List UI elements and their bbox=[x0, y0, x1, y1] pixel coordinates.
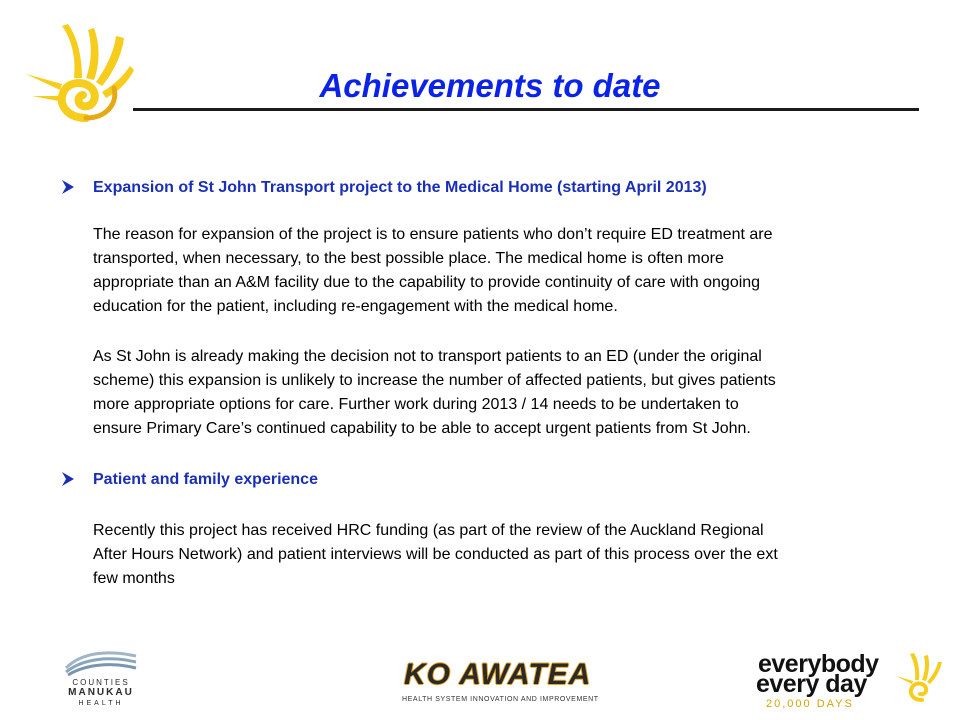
arrow-bullet-icon bbox=[61, 179, 75, 195]
hand-spiral-small-icon bbox=[896, 652, 944, 702]
ko-awatea-logo bbox=[400, 658, 599, 706]
paragraph-expansion-scheme bbox=[93, 345, 913, 441]
paragraph-line: few months bbox=[93, 570, 175, 587]
bullet-item-expansion bbox=[61, 177, 901, 199]
bullet-heading: Expansion of St John Transport project to the Medical Home (starting April 2013) bbox=[93, 179, 707, 196]
everybody-every-day-logo bbox=[756, 650, 946, 714]
paragraph-line: appropriate than an A&M facility due to the capability to provide continuity of care with ongoing bbox=[93, 274, 761, 291]
wave-logo-icon bbox=[64, 648, 138, 676]
paragraph-hrc-funding bbox=[93, 519, 913, 591]
logo-text: everybody bbox=[758, 650, 879, 678]
paragraph-expansion-reason bbox=[93, 223, 913, 319]
ko-awatea-wordmark: KO AWATEA bbox=[404, 658, 592, 691]
ko-awatea-tagline: HEALTH SYSTEM INNOVATION AND IMPROVEMENT bbox=[402, 696, 599, 703]
page-title: Achievements to date bbox=[319, 67, 661, 104]
paragraph-line: The reason for expansion of the project is to ensure patients who don’t require ED treatment are bbox=[93, 226, 773, 243]
paragraph-line: As St John is already making the decision not to transport patients to an ED (under the original bbox=[93, 348, 762, 365]
paragraph-line: Recently this project has received HRC funding (as part of the review of the Auckland Regional bbox=[93, 522, 764, 539]
counties-manukau-logo bbox=[56, 648, 146, 710]
logo-text: COUNTIES bbox=[72, 678, 130, 687]
logo-text: 20,000 DAYS bbox=[766, 698, 854, 710]
logo-text: MANUKAU bbox=[68, 687, 134, 698]
logo-text: every day bbox=[756, 670, 867, 698]
bullet-item-patient-experience bbox=[61, 469, 901, 491]
paragraph-line: more appropriate options for care. Further work during 2013 / 14 needs to be undertaken to bbox=[93, 396, 739, 413]
logo-text: HEALTH bbox=[78, 700, 124, 707]
paragraph-line: ensure Primary Care’s continued capability to be able to accept urgent patients from St John. bbox=[93, 420, 751, 437]
paragraph-line: scheme) this expansion is unlikely to increase the number of affected patients, but gives patients bbox=[93, 372, 776, 389]
bullet-heading: Patient and family experience bbox=[93, 471, 318, 488]
arrow-bullet-icon bbox=[61, 471, 75, 487]
paragraph-line: transported, when necessary, to the best possible place. The medical home is often more bbox=[93, 250, 724, 267]
paragraph-line: After Hours Network) and patient interviews will be conducted as part of this process over the ext bbox=[93, 546, 778, 563]
paragraph-line: education for the patient, including re-engagement with the medical home. bbox=[93, 298, 618, 315]
